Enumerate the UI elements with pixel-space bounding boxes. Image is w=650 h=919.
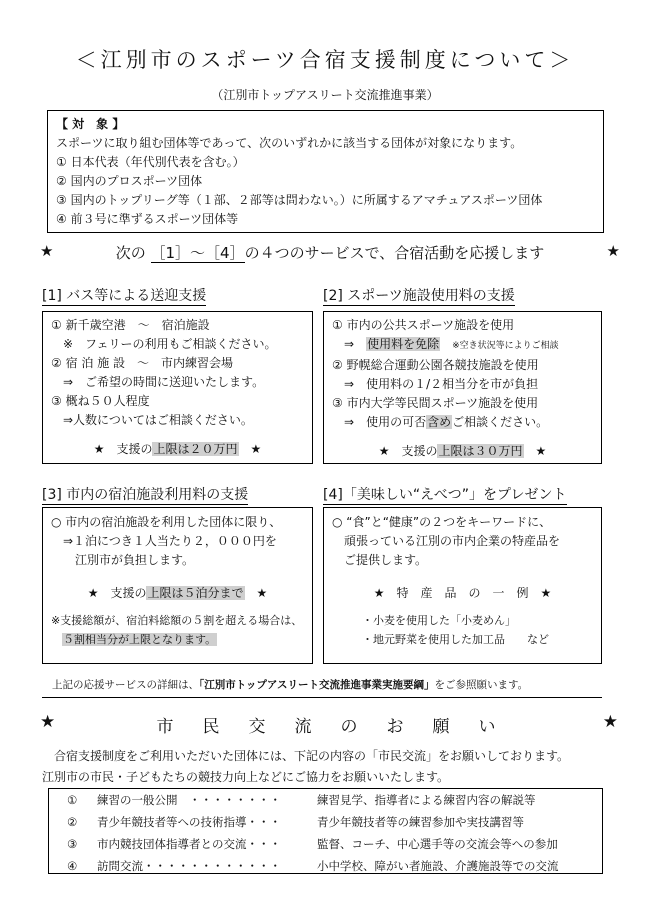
section-4-box <box>323 507 602 664</box>
s3-limit: ★ 支援の上限は５泊分まで ★ <box>87 586 268 600</box>
section-4-heading: [4]「美味しい“えべつ”」をプレゼント <box>323 487 567 503</box>
s1-line: ② 宿 泊 施 設 〜 市内練習会場 <box>51 356 234 370</box>
s3-line: ⇒１泊につき１人当たり２，０００円を <box>51 534 277 548</box>
s4-line: ○ “食”と“健康”の２つをキーワードに、 <box>332 515 552 529</box>
s1-line: ① 新千歳空港 〜 宿泊施設 <box>51 318 210 332</box>
s4-example: ・小麦を使用した「小麦めん」 <box>362 614 516 627</box>
s2-line: ⇒ 使用料の１/２相当分を市が負担 <box>344 377 539 391</box>
s4-line: ご提供します。 <box>332 553 428 567</box>
section-1-heading: [1] バス等による送迎支援 <box>42 288 207 304</box>
s1-line: ※ フェリーの利用もご相談ください。 <box>51 337 277 351</box>
s1-line: ⇒ ご希望の時間に送迎いたします。 <box>51 375 265 389</box>
target-intro: スポーツに取り組む団体等であって、次のいずれかに該当する団体が対象になります。 <box>56 136 523 150</box>
target-item: ① 日本代表（年代別代表を含む。） <box>56 155 245 169</box>
star-icon: ★ <box>40 242 54 260</box>
target-item: ③ 国内のトップリーグ等（１部、２部等は問わない。）に所属するアマチュアスポーツ団体 <box>56 193 543 207</box>
s3-line: 江別市が負担します。 <box>51 553 195 567</box>
request-para: 江別市の市民・子どもたちの競技力向上などにご協力をお願いいたします。 <box>42 770 450 784</box>
exchange-item: ② 青少年競技者等への技術指導・・・ 青少年競技者等の練習参加や実技講習等 <box>67 815 524 829</box>
s2-line: ⇒ 使用料を免除 ※空き状況等によりご相談 <box>344 337 559 351</box>
section-1-box <box>42 311 313 464</box>
target-box <box>47 110 604 233</box>
s2-line: ③ 市内大学等民間スポーツ施設を使用 <box>332 396 539 410</box>
s1-line: ⇒人数についてはご相談ください。 <box>51 413 253 427</box>
s2-line: ② 野幌総合運動公園各競技施設を使用 <box>332 358 539 372</box>
request-para: 合宿支援制度をご利用いただいた団体には、下記の内容の「市民交流」をお願いしております。 <box>54 749 570 763</box>
section-2-box <box>323 311 602 464</box>
s2-limit: ★ 支援の上限は３０万円 ★ <box>378 444 547 458</box>
section-3-heading: [3] 市内の宿泊施設利用料の支援 <box>42 487 249 503</box>
services-banner <box>40 242 620 263</box>
request-heading <box>40 712 618 737</box>
request-title: 市 民 交 流 の お 願 い <box>156 717 502 737</box>
s4-line: 頑張っている江別の市内企業の特産品を <box>332 534 561 548</box>
page-title: ＜江別市のスポーツ合宿支援制度について＞ <box>75 48 575 72</box>
exchange-list <box>48 788 603 874</box>
star-icon: ★ <box>606 242 620 260</box>
section-2-heading: [2] スポーツ施設使用料の支援 <box>323 288 515 304</box>
s4-example: ・地元野菜を使用した加工品 など <box>362 633 549 646</box>
s4-example-heading: ★ 特 産 品 の 一 例 ★ <box>373 586 552 600</box>
divider <box>42 697 602 698</box>
banner-services: ［1］〜［4］ <box>150 244 245 262</box>
s1-limit: ★ 支援の上限は２０万円 ★ <box>93 442 262 456</box>
target-heading: 【 対 象 】 <box>56 117 125 131</box>
banner-text: の４つのサービスで、合宿活動を応援します <box>244 244 545 262</box>
s1-line: ③ 概ね５０人程度 <box>51 394 150 408</box>
section-3-box <box>42 507 313 664</box>
page-subtitle: （江別市トップアスリート交流推進事業） <box>211 88 439 102</box>
banner-text: 次の <box>115 244 146 262</box>
exchange-item: ① 練習の一般公開 ・・・・・・・・ 練習見学、指導者による練習内容の解説等 <box>67 793 536 807</box>
footnote: 上記の応援サービスの詳細は、「江別市トップアスリート交流推進事業実施要綱」をご参照願います。 <box>52 679 529 691</box>
s3-note: ５割相当分が上限となります。 <box>63 633 217 646</box>
s3-line: ○ 市内の宿泊施設を利用した団体に限り、 <box>51 515 282 529</box>
target-item: ④ 前３号に準ずるスポーツ団体等 <box>56 212 239 226</box>
s2-line: ① 市内の公共スポーツ施設を使用 <box>332 318 515 332</box>
target-item: ② 国内のプロスポーツ団体 <box>56 174 203 188</box>
exchange-item: ④ 訪問交流・・・・・・・・・・・・ 小中学校、障がい者施設、介護施設等での交流 <box>67 859 559 873</box>
exchange-item: ③ 市内競技団体指導者との交流・・・ 監督、コーチ、中心選手等の交流会等への参加 <box>67 837 558 851</box>
star-icon: ★ <box>602 712 618 732</box>
star-icon: ★ <box>40 712 56 732</box>
s3-note: ※支援総額が、宿泊料総額の５割を超える場合は、 <box>51 614 303 627</box>
s2-line: ⇒ 使用の可否含めご相談ください。 <box>344 415 549 429</box>
